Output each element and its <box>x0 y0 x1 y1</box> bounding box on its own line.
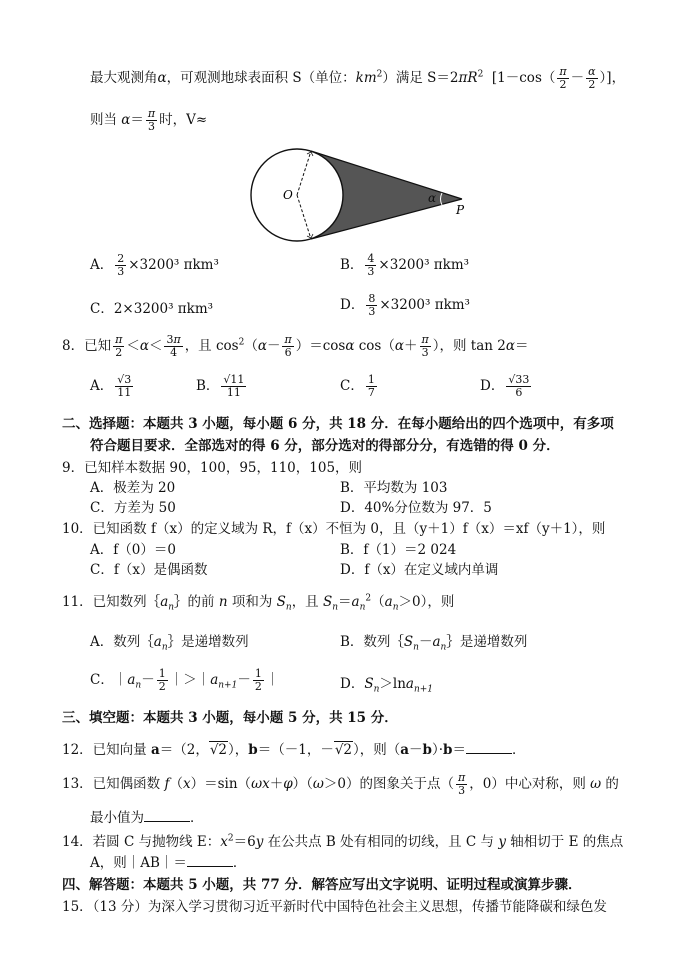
center-label-o: O <box>283 188 293 202</box>
q13-answer-blank[interactable] <box>144 809 190 822</box>
q14-answer-blank[interactable] <box>187 854 233 867</box>
q15-stem: 15．（13 分）为深入学习贯彻习近平新时代中国特色社会主义思想，传播节能降碳和绿色发 <box>62 899 607 915</box>
q7-context-line1: 最大观测角α，可观测地球表面积 S（单位：$km^2$）满足 $S=2\pi R^2$ [1－cos（ $\frac{\pi}{2}$ － $\frac{\alpha}{2}$ ）]， <box>90 65 626 91</box>
q9-stem: 9．已知样本数据 90，100，95，110，105，则 <box>62 460 363 476</box>
q8-option-a[interactable]: A． $\frac{√3}{11}$ <box>90 373 132 399</box>
point-label-p: P <box>456 203 465 217</box>
section2-heading-line2: 符合题目要求．全部选对的得 6 分，部分选对的得部分分，有选错的得 0 分． <box>90 438 560 454</box>
q13-line2: 最小值为 ． <box>90 810 204 826</box>
q9-option-b[interactable]: B．平均数为 103 <box>340 480 448 496</box>
q12-stem: 12．已知向量 a＝（2，√2），b＝（－1，－√2），则（a－b）·b＝ ． <box>62 742 526 758</box>
q12-answer-blank[interactable] <box>466 741 512 754</box>
q10-stem: 10．已知函数 f（x）的定义域为 R，f（x）不恒为 0，且（y＋1）f（x）＝xf（y＋1），则 <box>62 521 606 537</box>
q10-option-c[interactable]: C．f（x）是偶函数 <box>90 562 208 578</box>
q7-option-d[interactable]: D． $\frac{8}{3}$ ×3200³ πkm³ <box>340 292 470 318</box>
q8-option-d[interactable]: D． $\frac{√33}{6}$ <box>480 373 530 399</box>
sphere-tangent-figure <box>245 143 475 243</box>
q7-option-a[interactable]: A． $\frac{2}{3}$ ×3200³ πkm³ <box>90 252 219 278</box>
q11-option-b[interactable]: B．数列$\{S_n-a_n\}$是递增数列 <box>340 634 528 653</box>
q14-stem: 14．若圆 C 与抛物线 E：$x^2=6y$ 在公共点 B 处有相同的切线，且 C 与 y 轴相切于 E 的焦点 <box>62 833 624 850</box>
q7-context-line2: 则当 α＝ $\frac{\pi}{3}$ 时，V≈ <box>90 107 208 133</box>
q8-stem: 8．已知 $\frac{\pi}{2}$ ＜α＜ $\frac{3\pi}{4}$ ，且 $\cos^2(\alpha-$ $\frac{\pi}{6}$ ）＝cosα cos（α＋ $\frac{\pi}{3}$ ），则 tan 2α＝ <box>62 333 529 359</box>
q10-option-a[interactable]: A．f（0）＝0 <box>90 542 176 558</box>
angle-label-alpha: α <box>428 191 437 205</box>
q8-option-b[interactable]: B． $\frac{√11}{11}$ <box>196 373 245 399</box>
q7-option-b[interactable]: B． $\frac{4}{3}$ ×3200³ πkm³ <box>340 252 470 278</box>
q11-stem: 11．已知数列$\{a_n\}$的前 n 项和为 $S_n$，且 $S_n=a_n^2(a_n>0)$，则 <box>62 593 455 613</box>
q9-option-d[interactable]: D．40%分位数为 97．5 <box>340 500 492 516</box>
section4-heading: 四、解答题：本题共 5 小题，共 77 分．解答应写出文字说明、证明过程或演算步骤． <box>62 877 582 893</box>
q9-option-a[interactable]: A．极差为 20 <box>90 480 176 496</box>
section2-heading-line1: 二、选择题：本题共 3 小题，每小题 6 分，共 18 分．在每小题给出的四个选项中，有多项 <box>62 416 614 432</box>
q10-option-d[interactable]: D．f（x）在定义域内单调 <box>340 562 499 578</box>
q7-option-c[interactable]: C．2×3200³ πkm³ <box>90 301 214 317</box>
q11-option-c[interactable]: C．$|a_n-$ $\frac{1}{2}$ $|>|a_{n+1}-$ $\frac{1}{2}$ ｜ <box>90 667 280 693</box>
q13-stem: 13．已知偶函数 f（x）＝sin（ωx＋φ）（ω＞0）的图象关于点（ $\frac{\pi}{3}$ ，0）中心对称，则 ω 的 <box>62 771 619 797</box>
q10-option-b[interactable]: B．f（1）＝2 024 <box>340 542 457 558</box>
section3-heading: 三、填空题：本题共 3 小题，每小题 5 分，共 15 分． <box>62 710 398 726</box>
q11-option-a[interactable]: A．数列$\{a_n\}$是递增数列 <box>90 634 249 653</box>
q11-option-d[interactable]: D．$S_n>\ln a_{n+1}$ <box>340 676 434 695</box>
q14-line2: A，则｜AB｜＝ ． <box>90 855 247 871</box>
q8-option-c[interactable]: C． $\frac{1}{7}$ <box>340 373 375 399</box>
q9-option-c[interactable]: C．方差为 50 <box>90 500 176 516</box>
